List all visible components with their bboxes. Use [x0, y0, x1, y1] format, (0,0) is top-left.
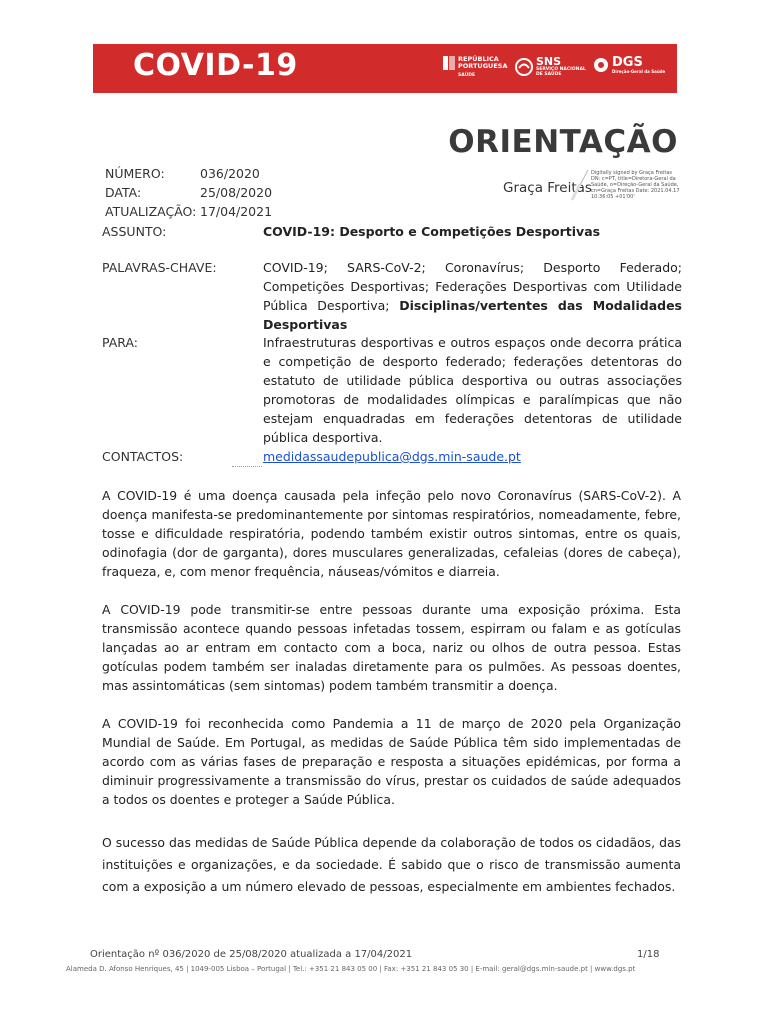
assunto-label: ASSUNTO: [102, 224, 167, 239]
sns-sub1: SERVIÇO NACIONAL [536, 67, 586, 72]
dgs-title: DGS [612, 55, 643, 70]
body-paragraph-1: A COVID-19 é uma doença causada pela infeção pelo novo Coronavírus (SARS-CoV-2). A doença manifesta-se predominantemente por sintomas respiratórios, nomeadamente, febre, tosse e dificuldade respiratória, podendo também existir outros sintomas, entre os quais, odinofagia (dor de garganta), dores musculares generalizadas, cefaleias (dores de cabeça), fraqueza, e, com menor frequência, náuseas/vómitos e diarreia. [102, 488, 681, 579]
meta-data [105, 185, 272, 200]
sns-sub2: DE SAÚDE [536, 72, 562, 77]
body-paragraph-4: O sucesso das medidas de Saúde Pública depende da colaboração de todos os cidadãos, das instituições e organizações, e da sociedade. É sabido que o risco de transmissão aumenta com a exposição a um número elevado de pessoas, especialmente em ambientes fechados. [102, 835, 681, 894]
sns-title: SNS [536, 55, 562, 68]
palavras-label: PALAVRAS-CHAVE: [102, 260, 217, 275]
signer-name: Graça Freitas [503, 180, 592, 196]
document-type-title: ORIENTAÇÃO [448, 124, 678, 160]
signature-details: Digitally signed by Graça Freitas DN: c=PT, title=Diretora-Geral da Saúde, o=Direção-Geral da Saúde, cn=Graça Freitas Date: 2021.04.17 10:36:05 +01'00' [591, 170, 680, 200]
signature-mark-icon [570, 168, 590, 202]
para-value: Infraestruturas desportivas e outros espaços onde decorra prática e competição de desporto federado; federações detentoras do estatuto de utilidade pública desportiva ou outras associações promotoras de modalidades olímpicas e paralímpicas que não estejam enquadradas em federações detentoras de utilidade pública desportiva. [263, 335, 682, 445]
para-label: PARA: [102, 335, 139, 350]
republica-emblem-icon [443, 56, 455, 70]
field-separator [232, 466, 262, 467]
data-label: DATA: [105, 185, 142, 200]
republica-line3: SAÚDE [458, 73, 476, 78]
palavras-normal: COVID-19; SARS-CoV-2; Coronavírus; Desporto Federado; Competições Desportivas; Federações Desportivas com Utilidade Pública Desportiva; [263, 260, 682, 313]
body-paragraph-3: A COVID-19 foi reconhecida como Pandemia a 11 de março de 2020 pela Organização Mundial de Saúde. Em Portugal, as medidas de Saúde Pública têm sido implementadas de acordo com as várias fases de preparação e resposta a situações epidémicas, por forma a diminuir progressivamente a transmissão do vírus, prestar os cuidados de saúde adequados a todos os doentes e proteger a Saúde Pública. [102, 716, 681, 807]
contactos-label: CONTACTOS: [102, 449, 184, 464]
footer-reference: Orientação nº 036/2020 de 25/08/2020 atualizada a 17/04/2021 [90, 949, 413, 960]
footer-page-number: 1/18 [637, 949, 660, 960]
footer-address: Alameda D. Afonso Henriques, 45 | 1049-005 Lisboa – Portugal | Tel.: +351 21 843 05 00 | Fax: +351 21 843 05 30 | E-mail: geral@dgs.min-saude.pt | www.dgs.pt [66, 965, 636, 973]
atualizacao-label: ATUALIZAÇÃO: [105, 204, 197, 219]
atualizacao-value: 17/04/2021 [200, 204, 273, 219]
body-paragraph-2: A COVID-19 pode transmitir-se entre pessoas durante uma exposição próxima. Esta transmissão acontece quando pessoas infetadas tossem, espirram ou falam e as gotículas lançadas ao ar entram em contacto com a boca, nariz ou olhos de outra pessoa. Estas gotículas podem também ser inaladas diretamente para os pulmões. As pessoas doentes, mas assintomáticas (sem sintomas) podem também transmitir a doença. [102, 602, 681, 693]
republica-line2: PORTUGUESA [458, 62, 508, 70]
numero-value: 036/2020 [200, 166, 260, 181]
banner-title: COVID-19 [133, 48, 298, 83]
data-value: 25/08/2020 [200, 185, 273, 200]
contactos-value [263, 447, 682, 466]
republica-line1: REPÚBLICA [458, 55, 499, 63]
assunto-value: COVID-19: Desporto e Competições Desportivas [263, 224, 601, 239]
dgs-logo [593, 56, 665, 74]
sns-logo [515, 56, 586, 77]
contact-email-link[interactable]: medidassaudepublica@dgs.min-saude.pt [263, 449, 521, 464]
republica-logo [443, 56, 507, 79]
meta-numero [105, 166, 260, 181]
header-banner [93, 44, 677, 93]
dgs-emblem-icon [593, 57, 609, 73]
palavras-value [263, 258, 682, 334]
numero-label: NÚMERO: [105, 166, 165, 181]
meta-atualizacao [105, 204, 272, 219]
dgs-sub: Direção-Geral da Saúde [612, 69, 666, 74]
palavras-bold: Disciplinas/vertentes das Modalidades Desportivas [263, 298, 682, 332]
sns-emblem-icon [515, 58, 533, 76]
